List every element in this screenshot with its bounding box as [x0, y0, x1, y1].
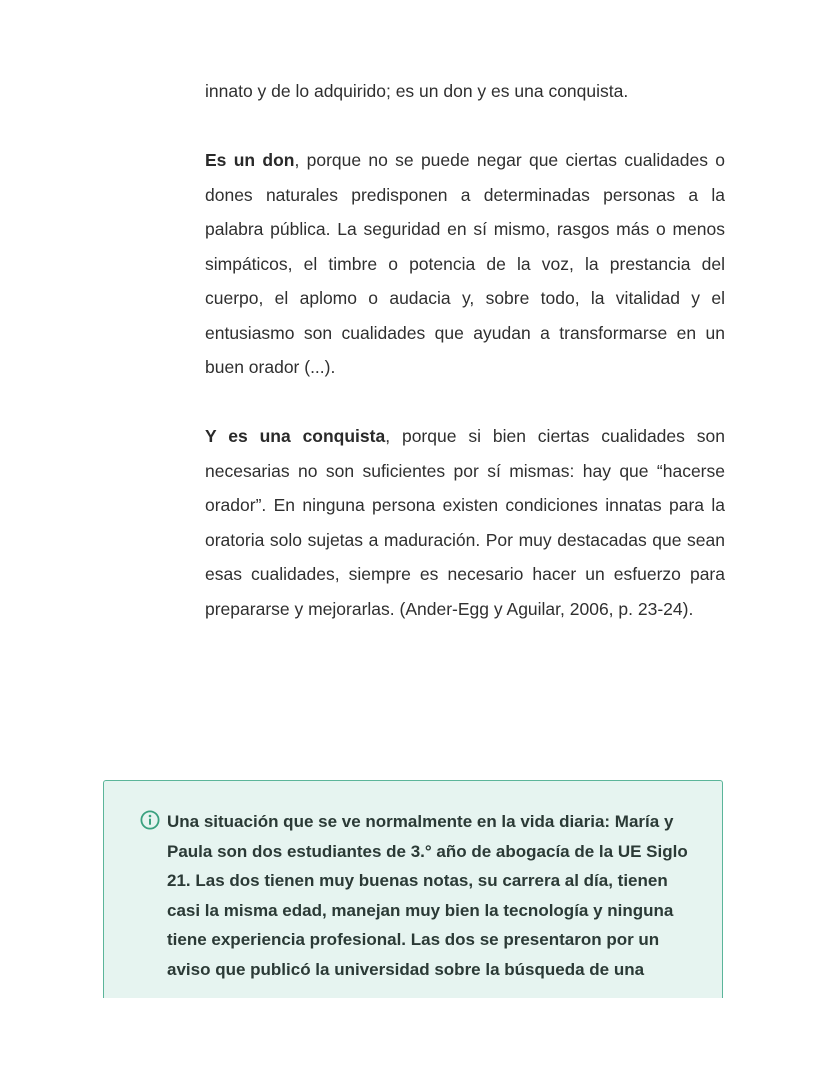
- quote-don-text: , porque no se puede negar que ciertas cualidades o dones naturales predisponen a determinadas personas a la palabra pública. La seguridad en sí mismo, rasgos más o menos simpáticos, el timbre o potencia de la voz, la prestancia del cuerpo, el aplomo o audacia y, sobre todo, la vitalidad y el entusiasmo son cualidades que ayudan a transformarse en un buen orador (...).: [205, 150, 725, 377]
- quote-paragraph-don: [205, 143, 725, 385]
- info-callout-text: Una situación que se ve normalmente en la vida diaria: María y Paula son dos estudiantes de 3.° año de abogacía de la UE Siglo 21. Las dos tienen muy buenas notas, su carrera al día, tienen casi la misma edad, manejan muy bien la tecnología y ninguna tiene experiencia profesional. Las dos se presentaron por un aviso que publicó la universidad sobre la búsqueda de una: [167, 812, 688, 979]
- quote-don-bold: Es un don: [205, 150, 295, 170]
- block-quote: [205, 74, 725, 661]
- quote-paragraph-conquista: [205, 419, 725, 626]
- quote-intro-text: innato y de lo adquirido; es un don y es una conquista.: [205, 81, 629, 101]
- quote-conquista-text: , porque si bien ciertas cualidades son necesarias no son suficientes por sí mismas: hay que “hacerse orador”. En ninguna persona existen condiciones innatas para la oratoria solo sujetas a maduración. Por muy destacadas que sean esas cualidades, siempre es necesario hacer un esfuerzo para prepararse y mejorarlas. (Ander-Egg y Aguilar, 2006, p. 23-24).: [205, 426, 725, 619]
- info-icon: [140, 810, 160, 830]
- quote-paragraph-intro: [205, 74, 725, 109]
- info-callout-box: [103, 780, 723, 998]
- quote-conquista-bold: Y es una conquista: [205, 426, 386, 446]
